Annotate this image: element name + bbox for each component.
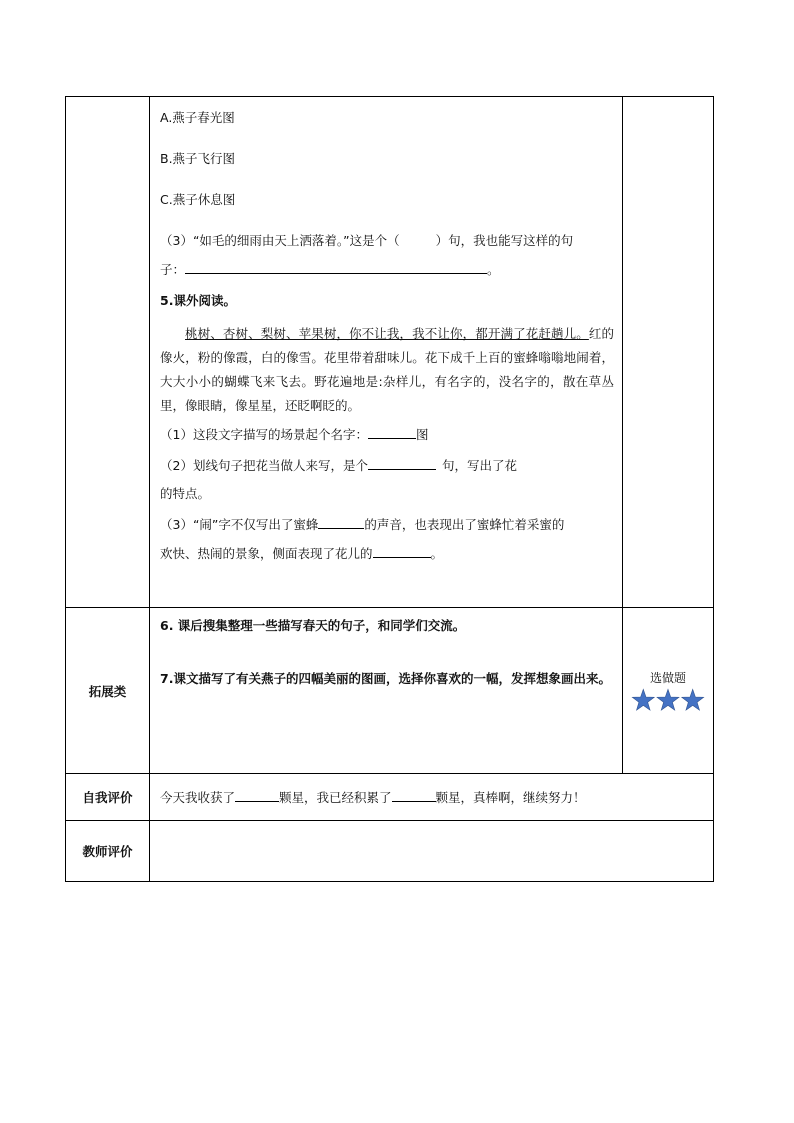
self-evaluation-text: 今天我收获了 颗星，我已经积累了 颗星，真棒啊，继续努力！ [160,787,705,808]
option-a: A.燕子春光图 [160,110,235,125]
sub-question-3-line2: 欢快、热闹的景象，侧面表现了花儿的 。 [160,543,614,564]
stars-total-blank[interactable] [392,787,436,802]
teacher-evaluation-label: 教师评价 [66,821,150,882]
star-icon [632,689,654,710]
reading-passage: 桃树、杏树、梨树、苹果树，你不让我，我不让你，都开满了花赶趟儿。红的像火，粉的像霞，白的像雪。花里带着甜味儿。花下成千上百的蜜蜂嗡嗡地闹着，大大小小的蝴蝶飞来飞去。野花遍地是:杂样儿，有名字的，没名字的，散在草丛里，像眼睛，像星星，还眨啊眨的。 [160,326,614,413]
answer-blank[interactable] [185,259,487,274]
row-label-empty [66,97,150,608]
question-6: 6. 课后搜集整理一些描写春天的句子，和同学们交流。 [160,618,466,633]
question-3-line1: （3）“如毛的细雨由天上洒落着。”这是个（ ）句，我也能写这样的句 [160,233,574,248]
sub-question-3-line1: （3）“闹”字不仅写出了蜜蜂 的声音，也表现出了蜜蜂忙着采蜜的 [160,514,614,535]
exercise-content [150,97,623,608]
answer-blank[interactable] [368,424,416,439]
question-5-title: 5.课外阅读。 [160,293,236,308]
score-cell-empty [623,97,714,608]
star-icon [682,689,704,710]
teacher-evaluation-row [66,821,714,882]
optional-cell [623,608,714,774]
self-evaluation-content [150,774,714,821]
extension-content [150,608,623,774]
extension-row [66,608,714,774]
stars-earned-blank[interactable] [235,787,279,802]
self-evaluation-row [66,774,714,821]
sub-question-1: （1）这段文字描写的场景起个名字： 图 [160,424,614,445]
extension-label: 拓展类 [66,608,150,774]
question-7: 7.课文描写了有关燕子的四幅美丽的图画，选择你喜欢的一幅，发挥想象画出来。 [160,671,611,686]
self-evaluation-label: 自我评价 [66,774,150,821]
star-rating [631,688,705,712]
underlined-sentence: 桃树、杏树、梨树、苹果树，你不让我，我不让你，都开满了花赶趟儿。 [185,326,589,341]
worksheet-table [65,96,714,882]
star-icon [657,689,679,710]
question-3-line2: 子： 。 [160,259,614,280]
teacher-evaluation-content[interactable] [150,821,714,882]
answer-blank[interactable] [318,514,364,529]
answer-blank[interactable] [373,543,431,558]
exercise-row [66,97,714,608]
sub-question-2-line1: （2）划线句子把花当做人来写，是个 句，写出了花 [160,455,614,476]
optional-label: 选做题 [649,671,686,685]
option-b: B.燕子飞行图 [160,151,236,166]
answer-blank[interactable] [368,455,436,470]
option-c: C.燕子休息图 [160,192,236,207]
sub-question-2-line2: 的特点。 [160,486,211,501]
